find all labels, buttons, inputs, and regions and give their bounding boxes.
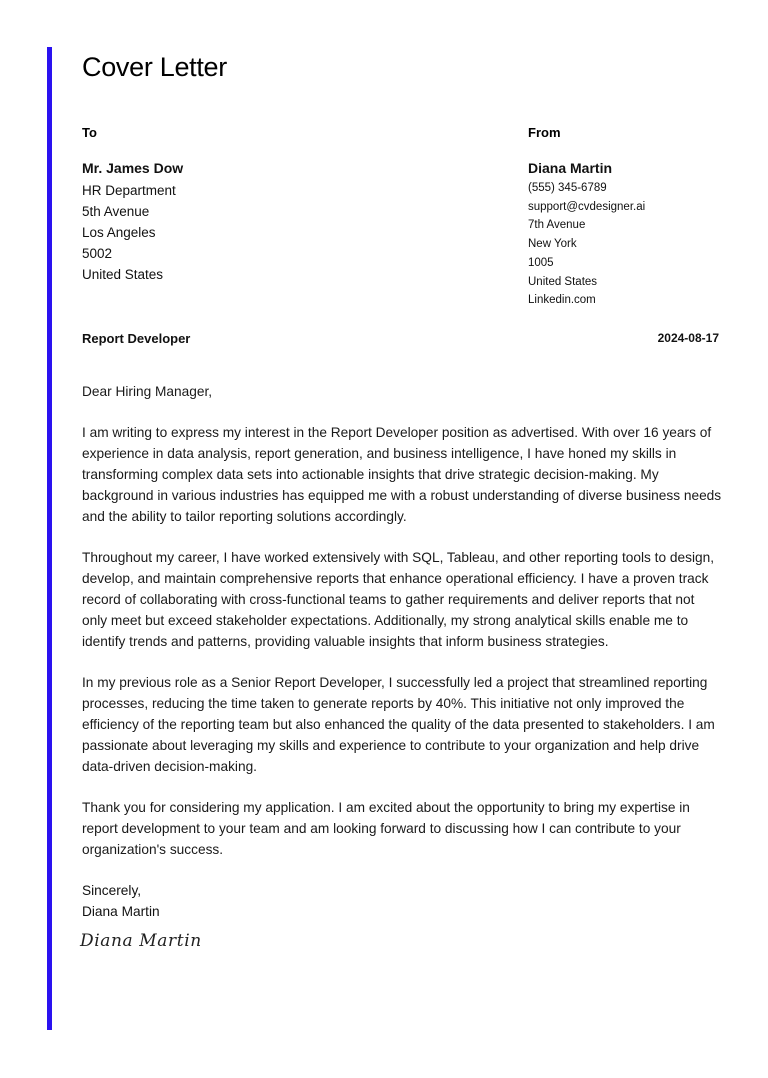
recipient-country: United States	[82, 267, 164, 282]
sender-phone: (555) 345-6789	[528, 182, 607, 194]
recipient-block	[82, 160, 462, 285]
recipient-street: 5th Avenue	[82, 204, 150, 219]
from-label: From	[528, 125, 561, 140]
sender-country: United States	[528, 275, 598, 288]
closing-salutation: Sincerely,	[82, 883, 142, 898]
sender-street: 7th Avenue	[528, 219, 586, 232]
job-title: Report Developer	[82, 331, 191, 346]
to-label: To	[82, 125, 97, 140]
sender-email: support@cvdesigner.ai	[528, 200, 646, 213]
body-paragraph-4: Thank you for considering my application. I am excited about the opportunity to bring my expertise in report development to your team and am looking forward to discussing how I can contribute to your organization's success.	[82, 800, 690, 857]
letter-body	[82, 381, 722, 880]
body-paragraph-1: I am writing to express my interest in the Report Developer position as advertised. With over 16 years of experience in data analysis, report generation, and business intelligence, I have honed my skills in transforming complex data sets into actionable insights that drive strategic decision-making. My background in various industries has equipped me with a robust understanding of diverse business needs and the ability to tailor reporting solutions accordingly.	[82, 425, 722, 524]
letter-date: 2024-08-17	[657, 331, 719, 345]
body-paragraph-3: In my previous role as a Senior Report Developer, I successfully led a project that streamlined reporting processes, reducing the time taken to generate reports by 40%. This initiative not only improved the efficiency of the reporting team but also enhanced the quality of the data presented to stakeholders. I am passionate about leveraging my skills and experience to contribute to your organization and help drive data-driven decision-making.	[82, 675, 715, 774]
sender-name: Diana Martin	[528, 160, 613, 176]
signature: Diana Martin	[80, 931, 202, 951]
sender-zip: 1005	[528, 256, 554, 269]
closing-block	[82, 880, 160, 922]
sender-city: New York	[528, 238, 577, 251]
greeting: Dear Hiring Manager,	[82, 384, 213, 399]
closing-name: Diana Martin	[82, 904, 160, 919]
recipient-city: Los Angeles	[82, 225, 156, 240]
recipient-zip: 5002	[82, 246, 113, 261]
sender-website: Linkedin.com	[528, 294, 596, 307]
recipient-department: HR Department	[82, 183, 176, 198]
recipient-name: Mr. James Dow	[82, 160, 184, 176]
body-paragraph-2: Throughout my career, I have worked extensively with SQL, Tableau, and other reporting tools to design, develop, and maintain comprehensive reports that enhance operational efficiency. I have a proven track record of collaborating with cross-functional teams to gather requirements and deliver reports that not only meet but exceed stakeholder expectations. Additionally, my strong analytical skills enable me to identify trends and patterns, providing valuable insights that inform business strategies.	[82, 550, 715, 649]
accent-bar	[47, 47, 52, 1030]
sender-block	[528, 160, 748, 310]
page-title: Cover Letter	[82, 52, 227, 82]
